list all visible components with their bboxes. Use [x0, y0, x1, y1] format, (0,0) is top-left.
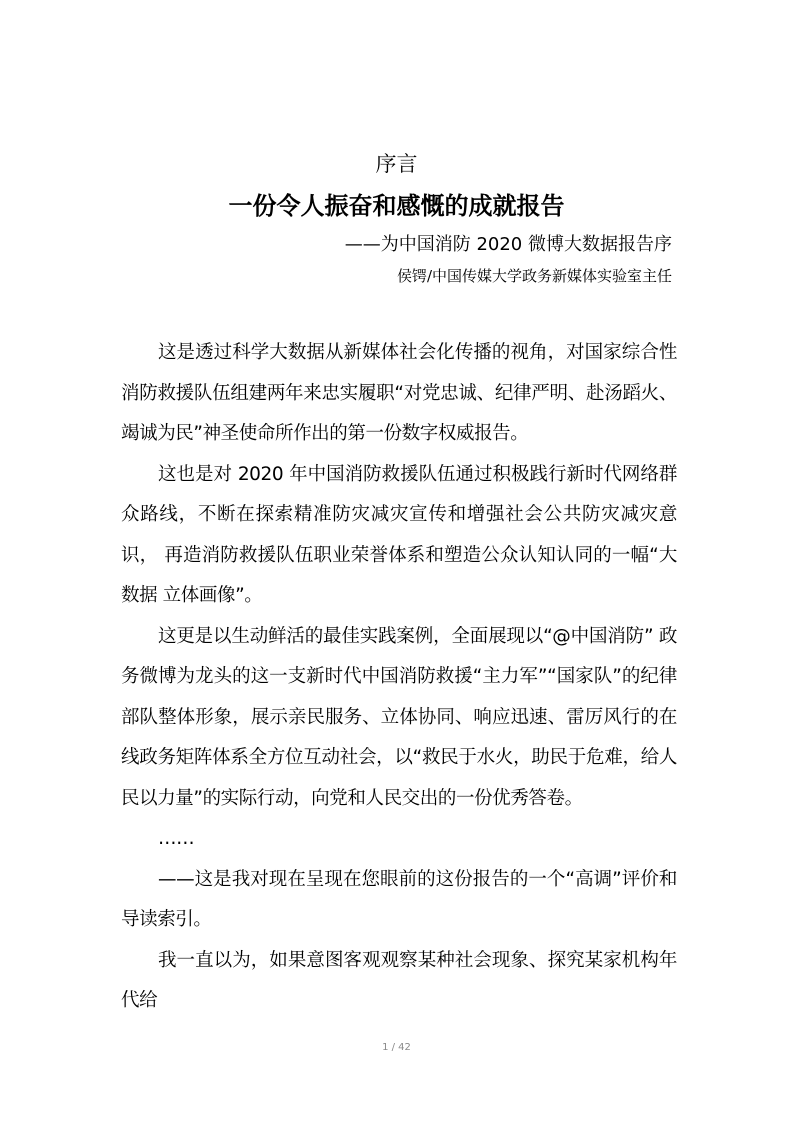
paragraph-5: 我一直以为，如果意图客观观察某种社会现象、探究某家机构年代给	[121, 949, 677, 1011]
paragraph-3: 这更是以生动鲜活的最佳实践案例，全面展现以“@中国消防” 政务微博为龙头的这一支新时代中国消防救援“主力军”“国家队”的纪律部队整体形象，展示亲民服务、立体协同、响应迅速、雷厉风行的在线政务矩阵体系全方位互动社会，以“救民于水火，助民于危难，给人民以力量”的实际行动，向党和人民交出的一份优秀答卷。	[121, 625, 677, 809]
section-label: 序言	[375, 152, 418, 176]
paragraph-4: ——这是我对现在呈现在您眼前的这份报告的一个“高调”评价和导读索引。	[121, 868, 677, 930]
page-number: 1 / 42	[382, 1042, 411, 1053]
paragraph-1: 这是透过科学大数据从新媒体社会化传播的视角，对国家综合性消防救援队伍组建两年来忠实履职“对党忠诚、纪律严明、赴汤蹈火、竭诚为民”神圣使命所作出的第一份数字权威报告。	[121, 342, 677, 444]
document-title: 一份令人振奋和感慨的成就报告	[228, 192, 565, 220]
document-subtitle: ——为中国消防 2020 微博大数据报告序	[344, 234, 672, 255]
paragraph-2: 这也是对 2020 年中国消防救援队伍通过积极践行新时代网络群众路线，不断在探索精准防灾减灾宣传和增强社会公共防灾减灾意识， 再造消防救援队伍职业荣誉体系和塑造公众认知认同的一幅“大数据 立体画像”。	[121, 463, 677, 606]
author-line: 侯锷/中国传媒大学政务新媒体实验室主任	[396, 267, 672, 285]
body-text	[121, 333, 677, 1022]
ellipsis-paragraph: ……	[158, 828, 195, 849]
